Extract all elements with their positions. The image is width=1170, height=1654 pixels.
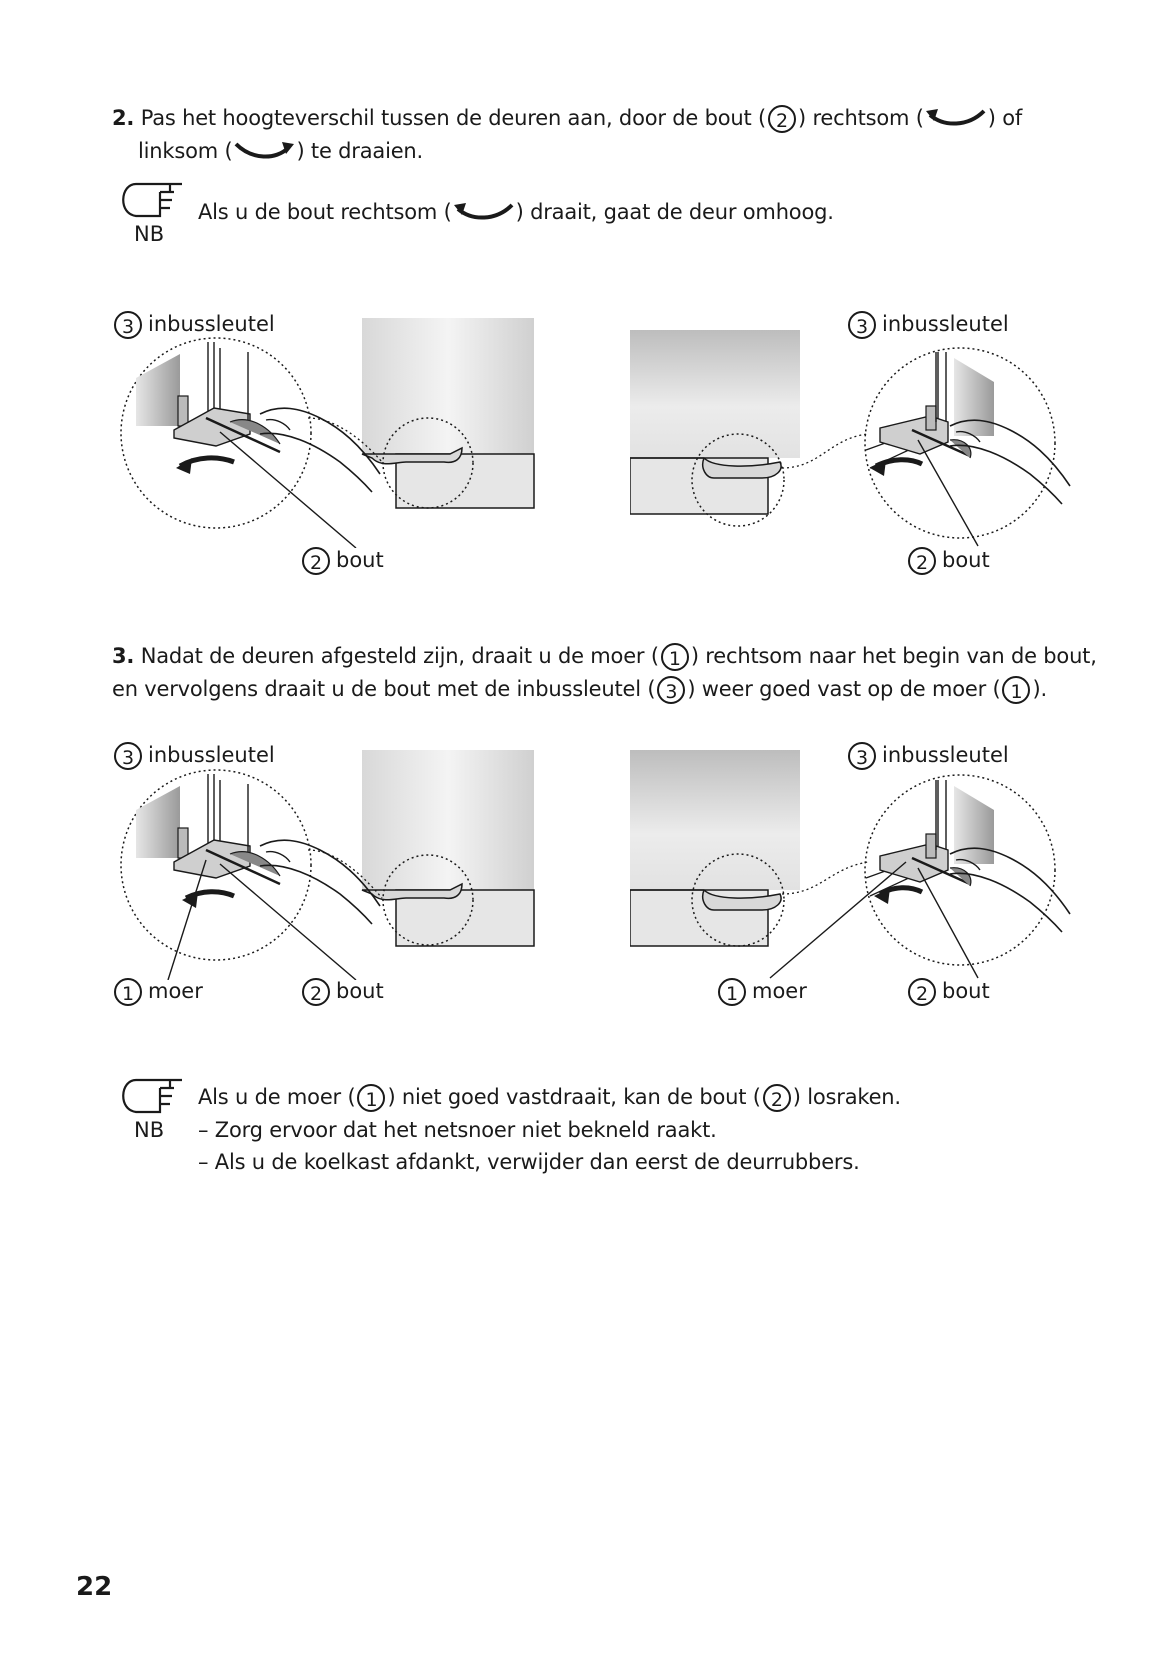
step2-line1	[112, 102, 1022, 135]
note-text: ) niet goed vastdraait, kan de bout (	[387, 1085, 761, 1109]
callout-text: bout	[336, 979, 384, 1003]
note-text: ) draait, gaat de deur omhoog.	[515, 200, 834, 224]
callout-text: inbussleutel	[882, 743, 1009, 767]
note-text: ) losraken.	[792, 1085, 901, 1109]
pointing-hand-icon	[116, 180, 188, 220]
callout-number: 3	[114, 742, 142, 770]
callout-nut	[716, 978, 807, 1006]
callout-text: moer	[752, 979, 807, 1003]
callout-number: 3	[848, 311, 876, 339]
callout-bolt	[906, 547, 990, 575]
note-label: NB	[134, 222, 165, 246]
ref-nut-circle: 1	[1002, 676, 1030, 704]
step-text: ) of	[987, 106, 1023, 130]
step-text: linksom (	[138, 139, 233, 163]
step-text: en vervolgens draait u de bout met de inbussleutel (	[112, 677, 656, 701]
callout-number: 1	[718, 978, 746, 1006]
callout-bolt	[300, 547, 384, 575]
step-text: ) rechtsom naar het begin van de bout,	[690, 644, 1097, 668]
ref-bolt-circle: 2	[763, 1084, 791, 1112]
step3-line1	[112, 640, 1097, 673]
callout-number: 3	[114, 311, 142, 339]
ref-bolt-circle: 2	[768, 105, 796, 133]
note2-bullet-2: – Als u de koelkast afdankt, verwijder dan eerst de deurrubbers.	[198, 1150, 860, 1174]
callout-text: bout	[336, 548, 384, 572]
ref-nut-circle: 1	[357, 1084, 385, 1112]
pointing-hand-icon	[116, 1076, 188, 1116]
callout-nut	[112, 978, 203, 1006]
step-text: ) rechtsom (	[797, 106, 924, 130]
note2-line1	[198, 1081, 901, 1114]
callout-text: inbussleutel	[882, 312, 1009, 336]
counterclockwise-arrow-icon	[232, 140, 296, 162]
callout-text: moer	[148, 979, 203, 1003]
nut-tighten-illustration-right	[630, 750, 1090, 980]
step-text: ).	[1032, 677, 1047, 701]
step-text: Pas het hoogteverschil tussen de deuren aan, door de bout (	[140, 106, 766, 130]
callout-number: 2	[302, 547, 330, 575]
callout-text: inbussleutel	[148, 743, 275, 767]
step-number: 3.	[112, 644, 135, 668]
callout-text: bout	[942, 548, 990, 572]
callout-number: 2	[908, 547, 936, 575]
hinge-adjust-illustration-right	[630, 318, 1090, 548]
step-text: ) weer goed vast op de moer (	[687, 677, 1001, 701]
step-number: 2.	[112, 106, 135, 130]
step3-line2	[112, 673, 1047, 706]
page-number: 22	[76, 1572, 113, 1602]
note2-bullet-1: – Zorg ervoor dat het netsnoer niet bekneld raakt.	[198, 1118, 717, 1142]
clockwise-arrow-icon	[452, 201, 516, 223]
note1-text	[198, 196, 834, 229]
callout-number: 3	[848, 742, 876, 770]
callout-number: 2	[302, 978, 330, 1006]
callout-text: inbussleutel	[148, 312, 275, 336]
callout-text: bout	[942, 979, 990, 1003]
step2-line2	[138, 135, 423, 168]
ref-key-circle: 3	[657, 676, 685, 704]
hinge-adjust-illustration-left	[120, 318, 540, 548]
note-text: Als u de bout rechtsom (	[198, 200, 452, 224]
note-label: NB	[134, 1118, 165, 1142]
note-text: Als u de moer (	[198, 1085, 356, 1109]
callout-number: 2	[908, 978, 936, 1006]
callout-bolt	[906, 978, 990, 1006]
callout-bolt	[300, 978, 384, 1006]
clockwise-arrow-icon	[924, 107, 988, 129]
callout-number: 1	[114, 978, 142, 1006]
step-text: Nadat de deuren afgesteld zijn, draait u de moer (	[140, 644, 659, 668]
nut-tighten-illustration-left	[120, 750, 540, 980]
ref-nut-circle: 1	[661, 643, 689, 671]
step-text: ) te draaien.	[296, 139, 424, 163]
